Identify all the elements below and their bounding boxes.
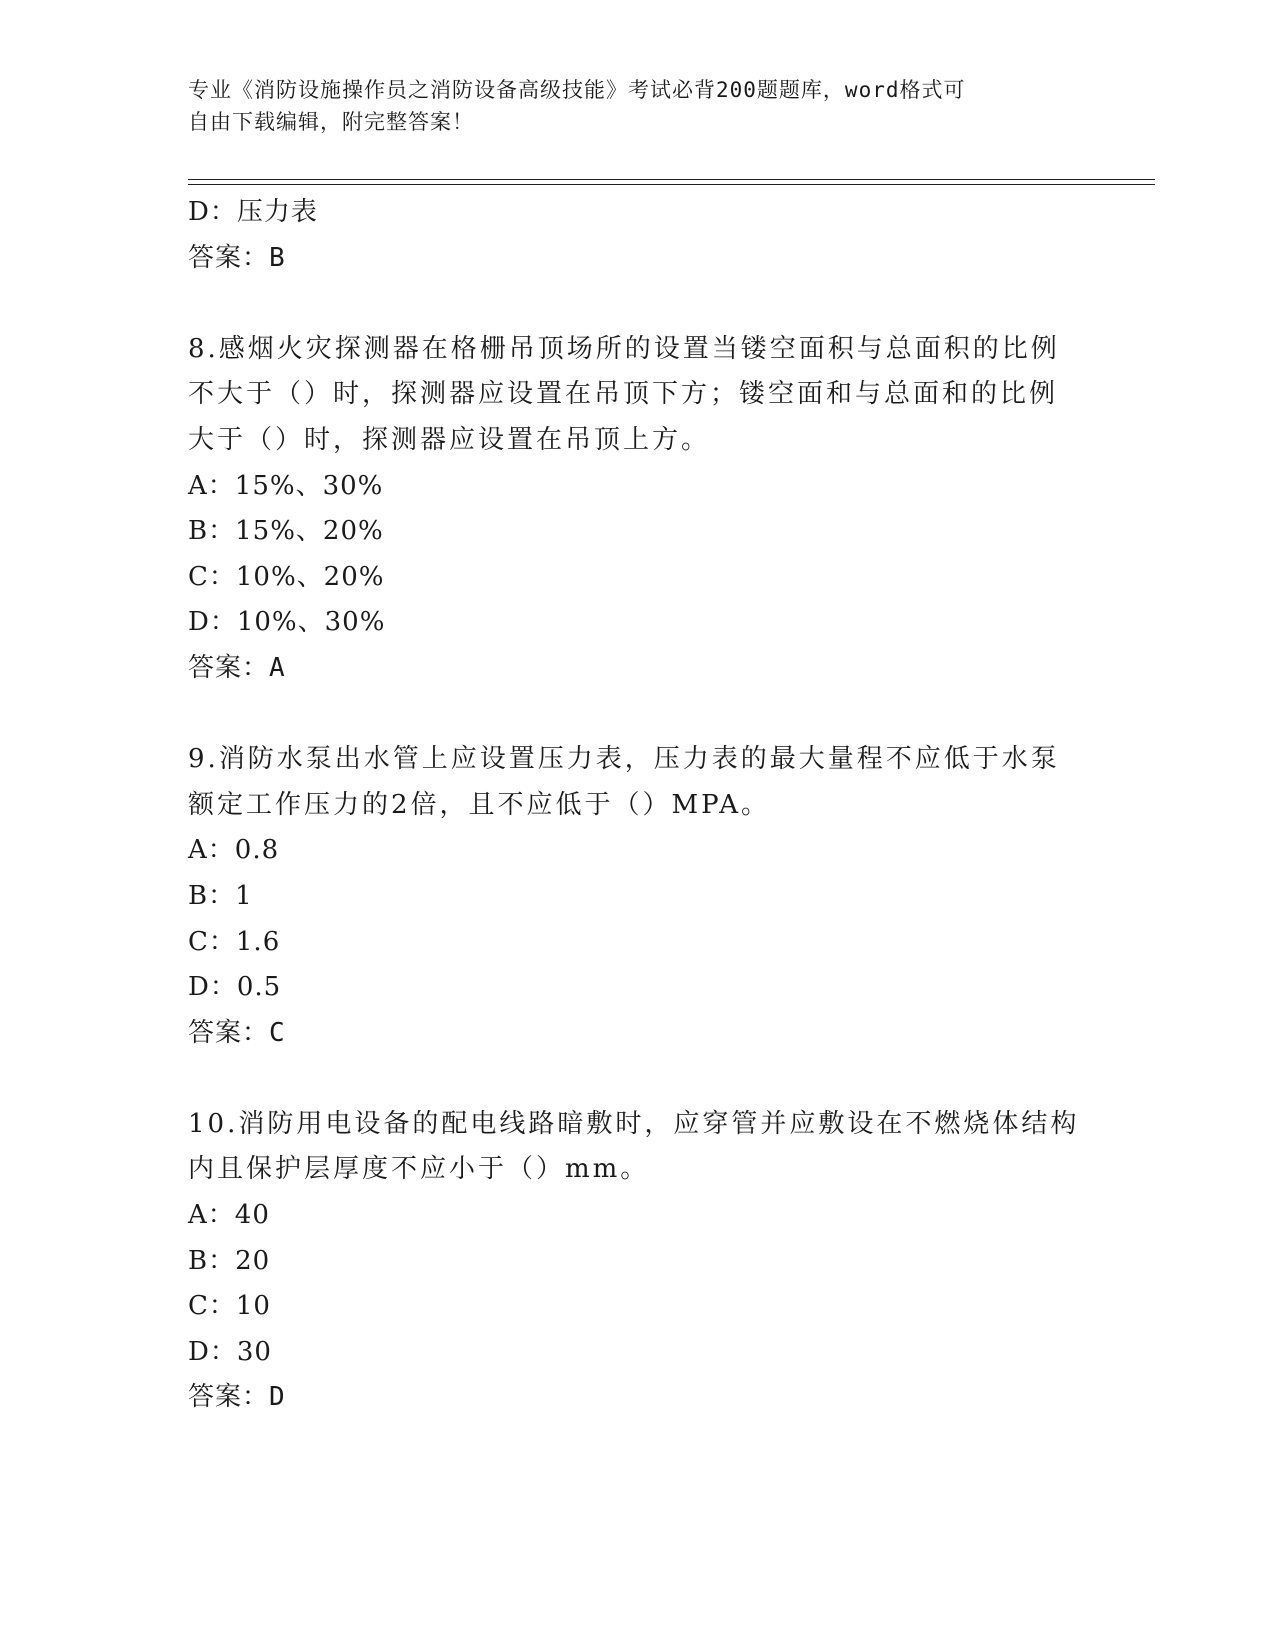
question-text-line: 8.感烟火灾探测器在格栅吊顶场所的设置当镂空面积与总面积的比例 <box>188 333 1060 364</box>
question-text-line: 9.消防水泵出水管上应设置压力表，压力表的最大量程不应低于水泵 <box>188 744 1060 775</box>
answer: 答案：A <box>188 652 286 683</box>
header-divider-bottom <box>188 184 1155 185</box>
header-line-2: 自由下载编辑，附完整答案！ <box>188 110 474 134</box>
page-header <box>188 74 1088 138</box>
option-a: A：0.8 <box>188 835 280 866</box>
option-c: C：1.6 <box>188 926 281 957</box>
answer: 答案：D <box>188 1382 286 1413</box>
option-b: B：20 <box>188 1245 271 1276</box>
option-c: C：10%、20% <box>188 561 385 592</box>
spacer <box>188 692 1088 738</box>
option-b: B：15%、20% <box>188 516 384 547</box>
option-a: A：40 <box>188 1200 270 1231</box>
question-text-line: 大于（）时，探测器应设置在吊顶上方。 <box>188 424 711 455</box>
question-7-continuation <box>188 190 1088 281</box>
option-d: D：0.5 <box>188 972 282 1003</box>
option-d: D：30 <box>188 1336 272 1367</box>
question-content <box>188 190 1088 1421</box>
question-text-line: 10.消防用电设备的配电线路暗敷时，应穿管并应敷设在不燃烧体结构 <box>188 1108 1080 1139</box>
question-text-line: 不大于（）时，探测器应设置在吊顶下方；镂空面和与总面和的比例 <box>188 379 1059 410</box>
question-text-line: 内且保护层厚度不应小于（）mm。 <box>188 1154 650 1185</box>
question-text-line: 额定工作压力的2倍，且不应低于（）MPA。 <box>188 789 771 820</box>
question-9 <box>188 737 1088 1056</box>
answer: 答案：C <box>188 1017 286 1048</box>
header-divider-top <box>188 179 1155 180</box>
answer: 答案：B <box>188 242 286 273</box>
option-c: C：10 <box>188 1291 271 1322</box>
spacer <box>188 1056 1088 1102</box>
option-b: B：1 <box>188 880 253 911</box>
option-d: D：压力表 <box>188 197 318 227</box>
spacer <box>188 281 1088 327</box>
question-8 <box>188 327 1088 692</box>
header-line-1: 专业《消防设施操作员之消防设备高级技能》考试必背200题题库，word格式可 <box>188 78 966 102</box>
question-10 <box>188 1102 1088 1421</box>
option-a: A：15%、30% <box>188 470 384 501</box>
option-d: D：10%、30% <box>188 607 386 638</box>
